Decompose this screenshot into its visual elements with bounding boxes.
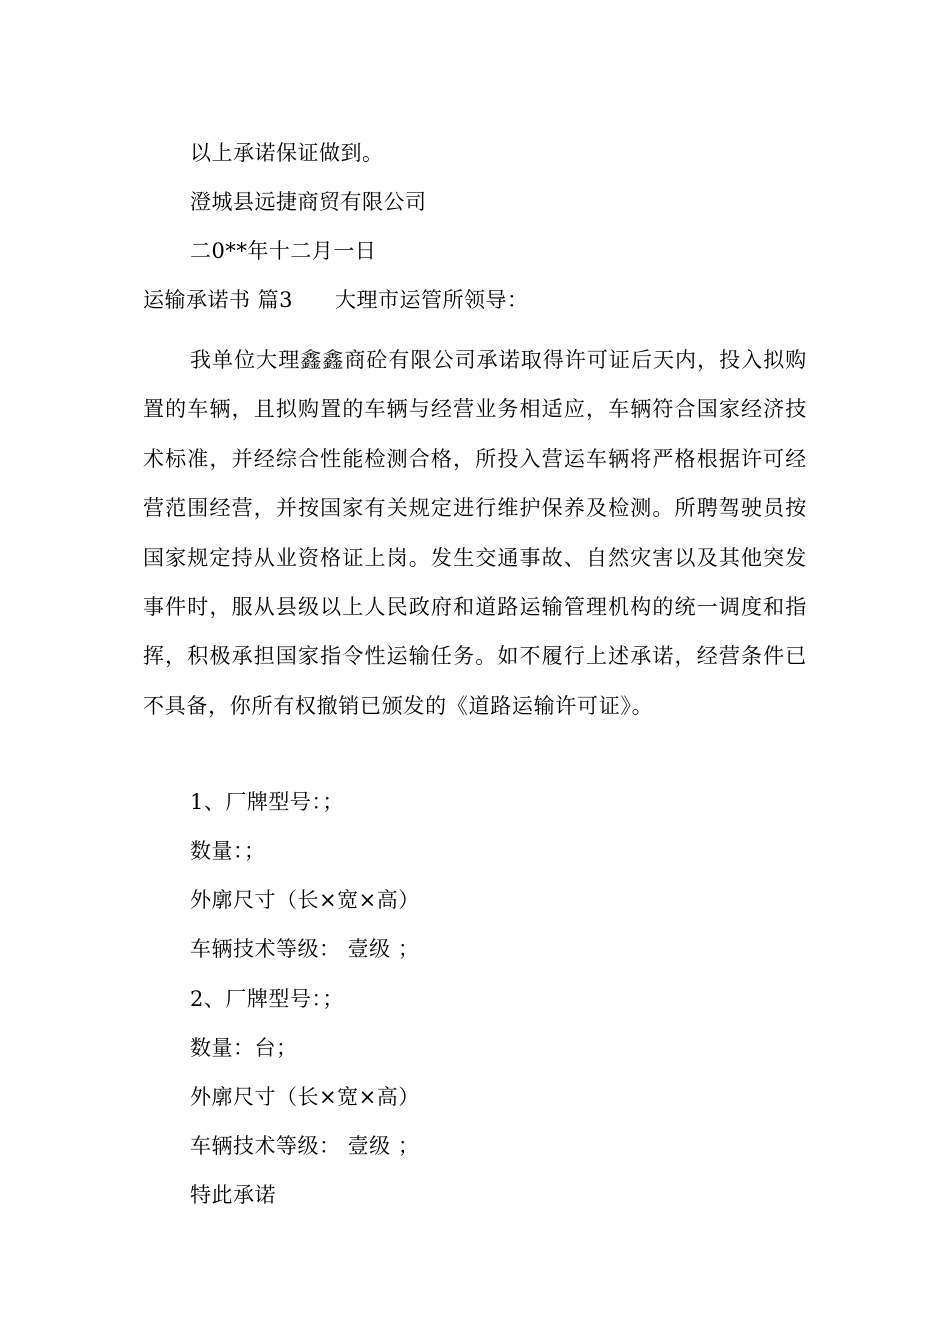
section-heading: 运输承诺书 篇3 [143, 288, 294, 312]
signature-date: 二0**年十二月一日 [190, 239, 377, 263]
section-heading-line [143, 285, 529, 315]
closing-statement: 以上承诺保证做到。 [190, 141, 384, 165]
vehicle-item-2-model: 2、厂牌型号：； [190, 987, 344, 1011]
addressee: 大理市运管所领导： [335, 288, 529, 312]
vehicle-item-1-model: 1、厂牌型号：； [190, 790, 344, 814]
vehicle-item-2-quantity: 数量：台； [190, 1036, 298, 1060]
vehicle-item-2-dimensions: 外廓尺寸（长×宽×高） [190, 1085, 420, 1109]
vehicle-item-2-grade: 车辆技术等级： 壹级 ； [190, 1134, 420, 1158]
closing-remark: 特此承诺 [190, 1183, 276, 1207]
vehicle-item-1-grade: 车辆技术等级： 壹级 ； [190, 937, 420, 961]
commitment-body-paragraph: 我单位大理鑫鑫商砼有限公司承诺取得许可证后天内，投入拟购置的车辆，且拟购置的车辆与经营业务相适应，车辆符合国家经济技术标准，并经综合性能检测合格，所投入营运车辆将严格根据许可经营范围经营，并按国家有关规定进行维护保养及检测。所聘驾驶员按国家规定持从业资格证上岗。发生交通事故、自然灾害以及其他突发事件时，服从县级以上人民政府和道路运输管理机构的统一调度和指挥，积极承担国家指令性运输任务。如不履行上述承诺，经营条件已不具备，你所有权撤销已颁发的《道路运输许可证》。 [143, 348, 807, 718]
vehicle-item-1-quantity: 数量：； [190, 839, 266, 863]
vehicle-item-1-dimensions: 外廓尺寸（长×宽×高） [190, 888, 420, 912]
company-signature: 澄城县远捷商贸有限公司 [190, 190, 427, 214]
